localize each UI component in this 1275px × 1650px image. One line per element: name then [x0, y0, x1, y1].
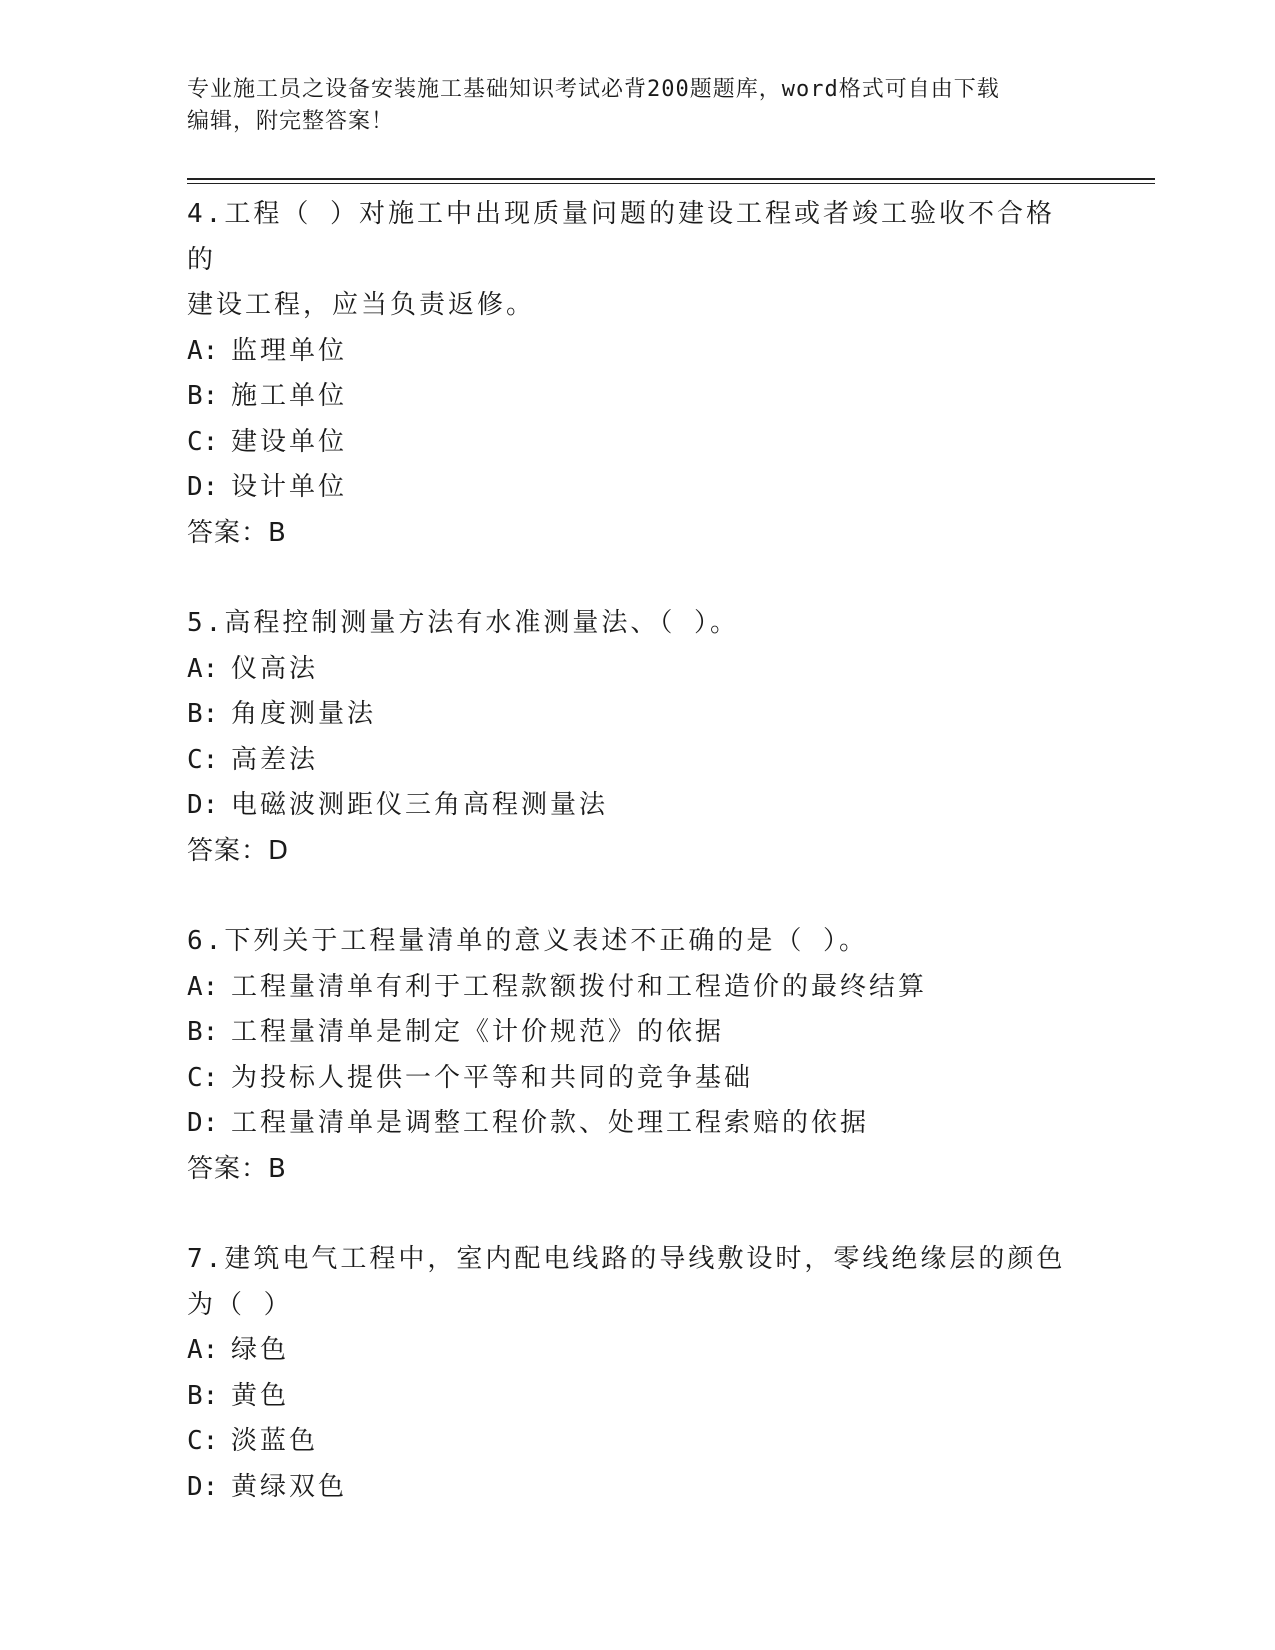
- option-c: [187, 420, 1087, 466]
- option-d: [187, 1101, 1087, 1147]
- option-letter: A:: [187, 1335, 219, 1365]
- answer-line: 答案：B: [187, 517, 287, 548]
- spacer: [187, 874, 1087, 919]
- question-text-line-2: 建设工程，应当负责返修。: [187, 290, 536, 320]
- question-5: [187, 601, 1087, 874]
- option-letter: B:: [187, 1380, 219, 1411]
- option-a: [187, 965, 1087, 1011]
- option-letter: A:: [187, 335, 219, 366]
- question-4: [187, 192, 1087, 556]
- option-text: 仪高法: [231, 653, 319, 684]
- option-text: 淡蓝色: [231, 1426, 319, 1456]
- document-header: [187, 74, 1067, 138]
- option-d: [187, 1465, 1087, 1511]
- option-letter: C:: [187, 744, 219, 775]
- header-divider-thick: [187, 178, 1155, 180]
- question-text-line-1: 工程（ ）对施工中出现质量问题的建设工程或者竣工验收不合格的: [187, 199, 1055, 275]
- option-text: 电磁波测距仪三角高程测量法: [231, 790, 609, 820]
- option-letter: B:: [187, 381, 219, 411]
- option-a: [187, 329, 1087, 375]
- option-a: [187, 647, 1087, 693]
- option-letter: D:: [187, 472, 219, 502]
- option-text: 工程量清单是调整工程价款、处理工程索赔的依据: [231, 1108, 870, 1138]
- option-d: [187, 783, 1087, 829]
- question-6: [187, 919, 1087, 1192]
- question-text-line-1: 建筑电气工程中，室内配电线路的导线敷设时，零线绝缘层的颜色: [224, 1244, 1066, 1274]
- question-7: [187, 1237, 1087, 1510]
- question-number: 5.: [187, 608, 225, 638]
- option-text: 角度测量法: [231, 699, 377, 729]
- question-text: [187, 1237, 1077, 1283]
- question-text: [187, 192, 1077, 283]
- header-line-2: 编辑，附完整答案！: [187, 109, 395, 134]
- answer-line: 答案：D: [187, 835, 290, 866]
- option-text: 高差法: [231, 744, 319, 775]
- question-number: 4.: [187, 199, 225, 229]
- option-d: [187, 465, 1087, 511]
- question-list: [187, 192, 1087, 1510]
- option-b: [187, 1010, 1087, 1056]
- option-text: 为投标人提供一个平等和共同的竞争基础: [231, 1062, 754, 1093]
- question-number: 6.: [187, 926, 225, 956]
- header-line-1: 专业施工员之设备安装施工基础知识考试必背200题题库，word格式可自由下载: [187, 77, 1000, 102]
- question-text: [187, 601, 1077, 647]
- header-divider-thin: [187, 183, 1155, 184]
- question-text-line-1: 下列关于工程量清单的意义表述不正确的是（ ）。: [224, 926, 868, 956]
- option-a: [187, 1328, 1087, 1374]
- option-letter: C:: [187, 1062, 219, 1093]
- question-text-line-1: 高程控制测量方法有水准测量法、（ ）。: [224, 608, 739, 638]
- option-letter: B:: [187, 1017, 219, 1047]
- option-letter: A:: [187, 653, 219, 684]
- question-number: 7.: [187, 1244, 225, 1274]
- spacer: [187, 556, 1087, 601]
- option-text: 监理单位: [231, 335, 348, 366]
- option-text: 工程量清单是制定《计价规范》的依据: [231, 1017, 725, 1047]
- option-letter: D:: [187, 790, 219, 820]
- option-text: 黄色: [231, 1380, 290, 1411]
- option-text: 设计单位: [231, 472, 348, 502]
- option-letter: B:: [187, 699, 219, 729]
- question-text: [187, 919, 1077, 965]
- option-letter: C:: [187, 1426, 219, 1456]
- option-b: [187, 692, 1087, 738]
- option-c: [187, 1419, 1087, 1465]
- option-letter: D:: [187, 1471, 219, 1502]
- answer-line: 答案：B: [187, 1153, 287, 1184]
- option-b: [187, 1374, 1087, 1420]
- option-c: [187, 1056, 1087, 1102]
- option-letter: C:: [187, 426, 219, 457]
- option-text: 黄绿双色: [231, 1471, 348, 1502]
- spacer: [187, 1192, 1087, 1237]
- question-text-line-2: 为（ ）: [187, 1289, 293, 1320]
- option-text: 施工单位: [231, 381, 348, 411]
- option-text: 建设单位: [231, 426, 348, 457]
- option-letter: D:: [187, 1108, 219, 1138]
- option-c: [187, 738, 1087, 784]
- option-b: [187, 374, 1087, 420]
- option-text: 绿色: [231, 1335, 290, 1365]
- option-text: 工程量清单有利于工程款额拨付和工程造价的最终结算: [231, 971, 928, 1002]
- option-letter: A:: [187, 971, 219, 1002]
